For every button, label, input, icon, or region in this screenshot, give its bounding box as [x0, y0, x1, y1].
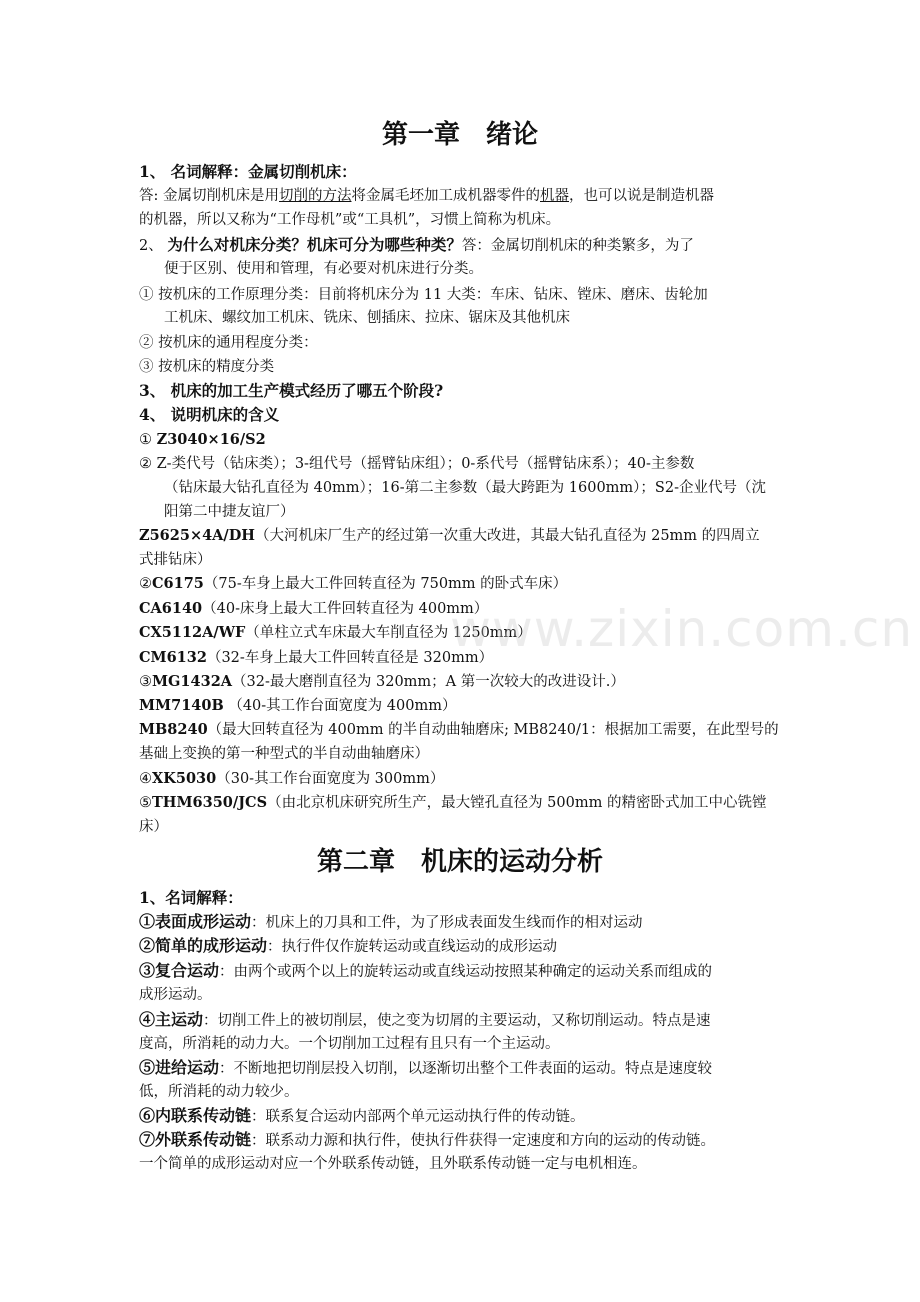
term-name: ⑤进给运动 [139, 1058, 220, 1077]
term-definition: ：由两个或两个以上的旋转运动或直线运动按照某种确定的运动关系而组成的 [219, 964, 713, 980]
underlined-term: 机器 [540, 188, 569, 204]
item-marker: ② [139, 576, 152, 592]
watermark: www.zixin.com.cn [450, 600, 914, 658]
model-code: CM6132 [139, 649, 207, 666]
term-definition: ：不断地把切削层投入切削，以逐渐切出整个工件表面的运动。特点是速度较 [219, 1061, 713, 1077]
q2-item-1: ① 按机床的工作原理分类：目前将机床分为 11 大类：车床、钻床、镗床、磨床、齿轮加 [139, 287, 708, 303]
underlined-term: 切削的方法 [279, 188, 352, 204]
chapter1-title: 第一章 绪论 [381, 120, 538, 150]
q2-answer-line2: 便于区别、使用和管理，有必要对机床进行分类。 [164, 261, 483, 277]
q1-answer-line2: 的机器，所以又称为“工作母机”或“工具机”，习惯上简称为机床。 [139, 212, 561, 228]
model-desc: （32-最大磨削直径为 320mm；A 第一次较大的改进设计.） [232, 674, 625, 690]
q4-title: 4、 说明机床的含义 [139, 405, 280, 424]
item-marker: ④ [139, 771, 152, 787]
term-2 [139, 934, 789, 959]
term-name: ④主运动 [139, 1010, 204, 1029]
term-definition: ：联系复合运动内部两个单元运动执行件的传动链。 [251, 1109, 585, 1125]
z5625-line [139, 524, 789, 548]
q4-item-2: ② Z-类代号（钻床类）；3-组代号（摇臂钻床组）；0-系代号（摇臂钻床系）；40-主参数 [139, 456, 695, 472]
term-definition: ：执行件仅作旋转运动或直线运动的成形运动 [267, 939, 558, 955]
q2-number: 2、 [139, 238, 168, 254]
mg1432-line [139, 670, 789, 694]
mm7140-line [139, 694, 789, 718]
c6175-line [139, 572, 789, 596]
q4-item-1 [139, 428, 789, 452]
q4-item-2-line2: （钻床最大钻孔直径为 40mm）；16-第二主参数（最大跨距为 1600mm）；S2-企业代号（沈 [164, 480, 766, 496]
z5625-line2: 式排钻床） [139, 552, 212, 568]
mb8240-line2: 基础上变换的第一种型式的半自动曲轴磨床） [139, 746, 429, 762]
model-code: MB8240 [139, 721, 208, 738]
ch2-q1-title: 1、名词解释： [139, 888, 243, 907]
term-name: ⑥内联系传动链 [139, 1106, 252, 1125]
model-code: Z5625×4A/DH [139, 527, 255, 544]
model-code: CA6140 [139, 600, 203, 617]
model-desc: （单柱立式车床最大车削直径为 1250mm） [245, 625, 532, 641]
model-desc: （75-车身上最大工件回转直径为 750mm 的卧式车床） [203, 576, 568, 592]
q4-item-2-line3: 阳第二中捷友谊厂） [164, 504, 295, 520]
model-code: MG1432A [152, 673, 233, 690]
q1-answer-text: 将金属毛坯加工成机器零件的 [351, 188, 540, 204]
model-desc: （40-床身上最大工件回转直径为 400mm） [202, 601, 489, 617]
item-marker: ⑤ [139, 795, 152, 811]
q2-item-3: ③ 按机床的精度分类 [139, 359, 275, 375]
term-definition: ：联系动力源和执行件，使执行件获得一定速度和方向的运动的传动链。 [251, 1133, 716, 1149]
mb8240-line [139, 718, 789, 742]
q1-answer [139, 184, 789, 208]
term-name: ③复合运动 [139, 961, 220, 980]
term-4 [139, 1008, 789, 1033]
model-code: THM6350/JCS [152, 794, 268, 811]
model-desc: （30-其工作台面宽度为 300mm） [216, 771, 445, 787]
chapter2-title: 第二章 机床的运动分析 [316, 847, 603, 877]
thm6350-line2: 床） [139, 819, 168, 835]
xk5030-line [139, 767, 789, 791]
term-5 [139, 1056, 789, 1081]
model-code: CX5112A/WF [139, 624, 246, 641]
q2-answer: 答：金属切削机床的种类繁多，为了 [461, 238, 694, 254]
term-4-line2: 度高，所消耗的动力大。一个切削加工过程有且只有一个主运动。 [139, 1036, 560, 1052]
term-3-line2: 成形运动。 [139, 987, 212, 1003]
model-desc: （大河机床厂生产的经过第一次重大改进，其最大钻孔直径为 25mm 的四周立 [255, 528, 760, 544]
term-name: ⑦外联系传动链 [139, 1130, 252, 1149]
model-desc: （40-其工作台面宽度为 400mm） [223, 698, 457, 714]
model-code: MM7140B [139, 697, 224, 714]
q1-title: 1、 名词解释：金属切削机床： [139, 162, 357, 181]
model-desc: （由北京机床研究所生产，最大镗孔直径为 500mm 的精密卧式加工中心铣镗 [267, 795, 767, 811]
term-5-line2: 低，所消耗的动力较少。 [139, 1084, 299, 1100]
model-code: C6175 [152, 575, 204, 592]
model-desc: （32-车身上最大工件回转直径是 320mm） [206, 650, 494, 666]
q1-answer-text: ，也可以说是制造机器 [569, 188, 714, 204]
item-marker: ① [139, 432, 157, 448]
answer-label: 答 [139, 188, 154, 204]
q2-line [139, 233, 789, 258]
term-1 [139, 910, 789, 935]
term-7 [139, 1128, 789, 1153]
model-desc: （最大回转直径为 400mm 的半自动曲轴磨床; MB8240/1：根据加工需要，在此型号的 [207, 722, 779, 738]
term-7-line2: 一个简单的成形运动对应一个外联系传动链，且外联系传动链一定与电机相连。 [139, 1156, 647, 1172]
term-name: ②简单的成形运动 [139, 936, 268, 955]
q1-answer-text: : 金属切削机床是用 [153, 188, 279, 204]
term-name: ①表面成形运动 [139, 912, 252, 931]
term-definition: ：机床上的刀具和工件，为了形成表面发生线而作的相对运动 [251, 915, 643, 931]
q2-title: 为什么对机床分类？机床可分为哪些种类？ [167, 235, 462, 254]
model-code: XK5030 [152, 770, 217, 787]
item-marker: ③ [139, 674, 152, 690]
thm6350-line [139, 791, 789, 815]
q3-title: 3、 机床的加工生产模式经历了哪五个阶段? [139, 381, 444, 400]
term-6 [139, 1104, 789, 1129]
term-3 [139, 959, 789, 984]
q2-item-1-line2: 工机床、螺纹加工机床、铣床、刨插床、拉床、锯床及其他机床 [164, 310, 570, 326]
term-definition: ：切削工件上的被切削层，使之变为切屑的主要运动，又称切削运动。特点是速 [203, 1013, 711, 1029]
q2-item-2: ② 按机床的通用程度分类： [139, 335, 318, 351]
model-code: Z3040×16/S2 [156, 431, 266, 448]
